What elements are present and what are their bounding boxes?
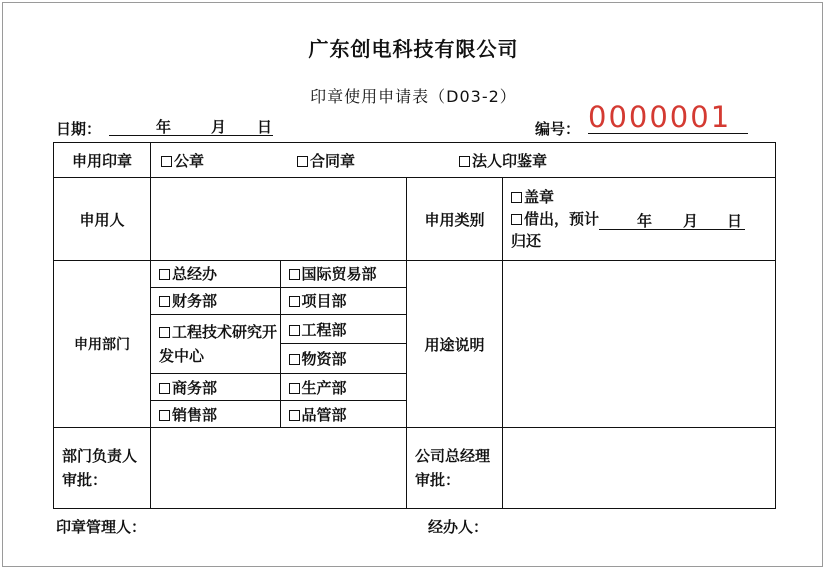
seal-option-contract[interactable]: 合同章 [297,150,459,171]
dept-option[interactable]: 财务部 [151,287,280,314]
dept-option[interactable]: 生产部 [280,374,407,401]
return-date-field[interactable]: 年 月 日 [599,213,745,230]
date-month-label: 月 [211,118,227,136]
checkbox-icon[interactable] [459,156,470,167]
checkbox-icon[interactable] [511,214,522,225]
seal-option-public[interactable]: 公章 [161,150,297,171]
dept-option[interactable]: 商务部 [151,374,280,401]
usage-return-label: 归还 [511,232,542,250]
purpose-field[interactable] [503,261,776,428]
date-year-label: 年 [156,118,172,136]
dept-option[interactable]: 项目部 [280,287,407,314]
checkbox-icon[interactable] [297,156,308,167]
department-label: 申用部门 [54,261,151,428]
checkbox-icon[interactable] [289,410,300,421]
dept-head-approval-label: 部门负责人审批： [54,428,151,509]
date-day-label: 日 [257,118,273,136]
date-label: 日期： [56,120,102,138]
usage-option-borrow[interactable]: 借出，预计 年 月 日 [511,208,775,230]
checkbox-icon[interactable] [289,383,300,394]
application-table [53,142,776,509]
dept-option[interactable]: 国际贸易部 [280,261,407,287]
seal-option-legal[interactable]: 法人印鉴章 [459,150,547,171]
seal-options [151,143,776,178]
usage-type-label: 申用类别 [407,178,503,261]
department-options [151,261,407,428]
serial-label: 编号： [535,120,581,138]
usage-option-stamp[interactable]: 盖章 [511,186,775,208]
dept-option[interactable]: 销售部 [151,401,280,427]
serial-underline [588,133,748,134]
checkbox-icon[interactable] [159,269,170,280]
checkbox-icon[interactable] [159,383,170,394]
handler-label: 经办人： [428,518,489,536]
gm-approval-field[interactable] [503,428,776,509]
dept-option[interactable]: 工程技术研究开发中心 [151,314,280,374]
dept-option[interactable]: 物资部 [280,344,407,374]
dept-option[interactable]: 总经办 [151,261,280,287]
checkbox-icon[interactable] [289,296,300,307]
dept-option[interactable]: 品管部 [280,401,407,427]
gm-approval-label: 公司总经理审批： [407,428,503,509]
form-title: 印章使用申请表（D03-2） [310,87,517,106]
date-field[interactable] [109,117,273,136]
checkbox-icon[interactable] [159,327,170,338]
checkbox-icon[interactable] [289,325,300,336]
checkbox-icon[interactable] [289,354,300,365]
checkbox-icon[interactable] [511,192,522,203]
department-grid [151,261,407,427]
checkbox-icon[interactable] [289,269,300,280]
serial-number: 0000001 [588,100,732,134]
checkbox-icon[interactable] [161,156,172,167]
company-name: 广东创电科技有限公司 [308,37,519,61]
applicant-field[interactable] [151,178,407,261]
seal-manager-label: 印章管理人： [56,518,147,536]
applicant-label: 申用人 [54,178,151,261]
dept-option[interactable]: 工程部 [280,314,407,344]
dept-head-approval-field[interactable] [151,428,407,509]
usage-type-options [503,178,776,261]
checkbox-icon[interactable] [159,296,170,307]
purpose-label: 用途说明 [407,261,503,428]
checkbox-icon[interactable] [159,410,170,421]
seal-label: 申用印章 [54,143,151,178]
